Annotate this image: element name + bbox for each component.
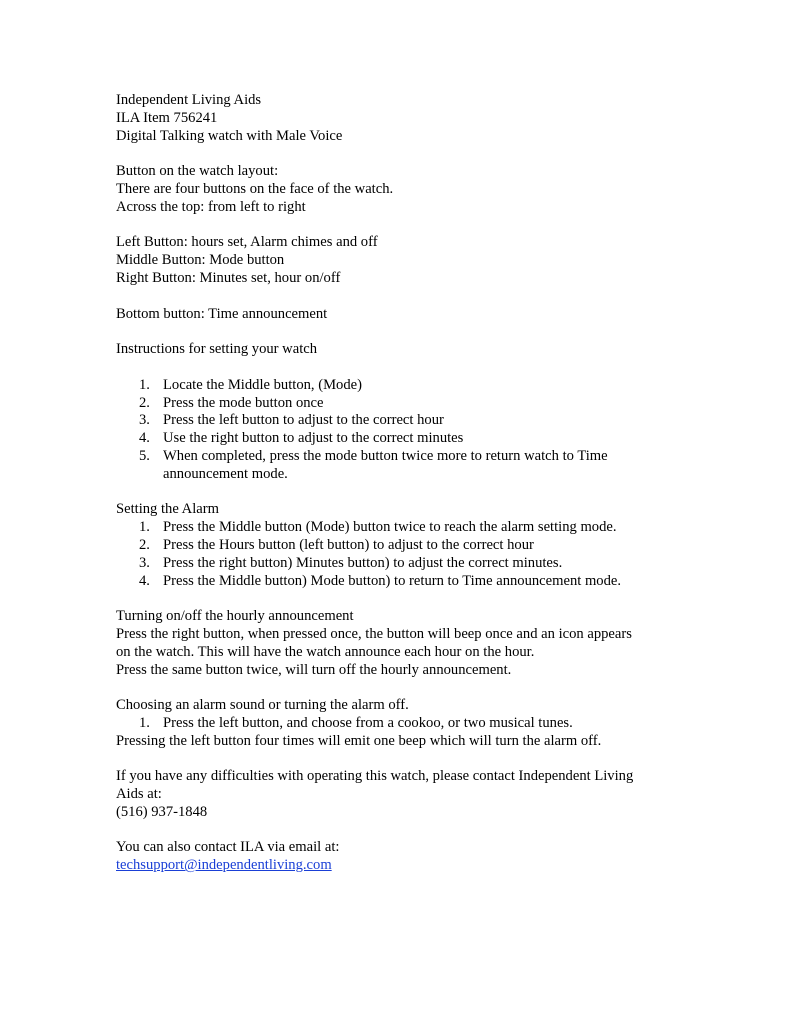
step-text: When completed, press the mode button twice more to return watch to Time announcement mode. bbox=[163, 447, 608, 482]
spacer bbox=[116, 288, 676, 306]
layout-heading: Button on the watch layout: bbox=[116, 163, 279, 180]
contact-line-1: If you have any difficulties with operating this watch, please contact Independent Living bbox=[116, 768, 634, 785]
list-item bbox=[116, 412, 676, 430]
list-item bbox=[116, 448, 638, 484]
spacer bbox=[116, 822, 676, 840]
step-text: Press the Hours button (left button) to adjust to the correct hour bbox=[163, 536, 534, 553]
company-name: Independent Living Aids bbox=[116, 92, 262, 108]
spacer bbox=[116, 359, 676, 377]
step-number: 4. bbox=[139, 430, 150, 447]
item-number: ILA Item 756241 bbox=[116, 109, 218, 126]
email-intro: You can also contact ILA via email at: bbox=[116, 839, 340, 856]
spacer bbox=[116, 145, 676, 163]
middle-button-description: Middle Button: Mode button bbox=[116, 252, 285, 269]
step-number: 5. bbox=[139, 447, 150, 464]
hourly-line-2: on the watch. This will have the watch announce each hour on the hour. bbox=[116, 643, 535, 660]
step-text: Locate the Middle button, (Mode) bbox=[163, 376, 362, 393]
right-button-description: Right Button: Minutes set, hour on/off bbox=[116, 269, 341, 286]
list-item bbox=[116, 715, 676, 733]
step-text: Press the Middle button (Mode) button twice to reach the alarm setting mode. bbox=[163, 519, 617, 536]
spacer bbox=[116, 484, 676, 502]
hourly-line-3: Press the same button twice, will turn off the hourly announcement. bbox=[116, 661, 512, 678]
step-text: Use the right button to adjust to the correct minutes bbox=[163, 430, 464, 447]
contact-line-2: Aids at: bbox=[116, 786, 162, 803]
setting-alarm-heading: Setting the Alarm bbox=[116, 501, 219, 518]
hourly-heading: Turning on/off the hourly announcement bbox=[116, 608, 354, 625]
step-number: 3. bbox=[139, 412, 150, 429]
list-item bbox=[116, 537, 676, 555]
spacer bbox=[116, 679, 676, 697]
step-number: 4. bbox=[139, 572, 150, 589]
layout-line-2: Across the top: from left to right bbox=[116, 198, 306, 215]
list-item bbox=[116, 555, 676, 573]
step-text: Press the left button to adjust to the correct hour bbox=[163, 412, 444, 429]
step-number: 2. bbox=[139, 536, 150, 553]
step-number: 1. bbox=[139, 519, 150, 536]
hourly-line-1: Press the right button, when pressed once, the button will beep once and an icon appears bbox=[116, 625, 632, 642]
spacer bbox=[116, 590, 676, 608]
list-item bbox=[116, 377, 676, 395]
step-number: 1. bbox=[139, 714, 150, 731]
contact-phone: (516) 937-1848 bbox=[116, 803, 208, 820]
support-email-link[interactable]: techsupport@independentliving.com bbox=[116, 857, 332, 874]
product-name: Digital Talking watch with Male Voice bbox=[116, 127, 343, 144]
left-button-description: Left Button: hours set, Alarm chimes and off bbox=[116, 234, 378, 251]
step-number: 1. bbox=[139, 376, 150, 393]
alarm-off-note: Pressing the left button four times will emit one beep which will turn the alarm off. bbox=[116, 732, 602, 749]
document-body bbox=[116, 92, 676, 875]
setting-watch-steps bbox=[116, 377, 676, 484]
step-number: 3. bbox=[139, 554, 150, 571]
spacer bbox=[116, 217, 676, 235]
list-item bbox=[116, 573, 676, 591]
email-line bbox=[116, 857, 676, 875]
spacer bbox=[116, 323, 676, 341]
list-item bbox=[116, 519, 676, 537]
spacer bbox=[116, 750, 676, 768]
alarm-sound-heading: Choosing an alarm sound or turning the alarm off. bbox=[116, 697, 409, 714]
setting-alarm-steps bbox=[116, 519, 676, 590]
list-item bbox=[116, 430, 676, 448]
layout-line-1: There are four buttons on the face of the watch. bbox=[116, 180, 394, 197]
alarm-sound-steps bbox=[116, 715, 676, 733]
step-text: Press the right button) Minutes button) to adjust the correct minutes. bbox=[163, 554, 563, 571]
list-item bbox=[116, 395, 676, 413]
step-text: Press the left button, and choose from a cookoo, or two musical tunes. bbox=[163, 714, 573, 731]
step-text: Press the mode button once bbox=[163, 394, 324, 411]
step-number: 2. bbox=[139, 394, 150, 411]
bottom-button-description: Bottom button: Time announcement bbox=[116, 305, 328, 322]
step-text: Press the Middle button) Mode button) to return to Time announcement mode. bbox=[163, 572, 622, 589]
setting-watch-heading: Instructions for setting your watch bbox=[116, 341, 318, 358]
